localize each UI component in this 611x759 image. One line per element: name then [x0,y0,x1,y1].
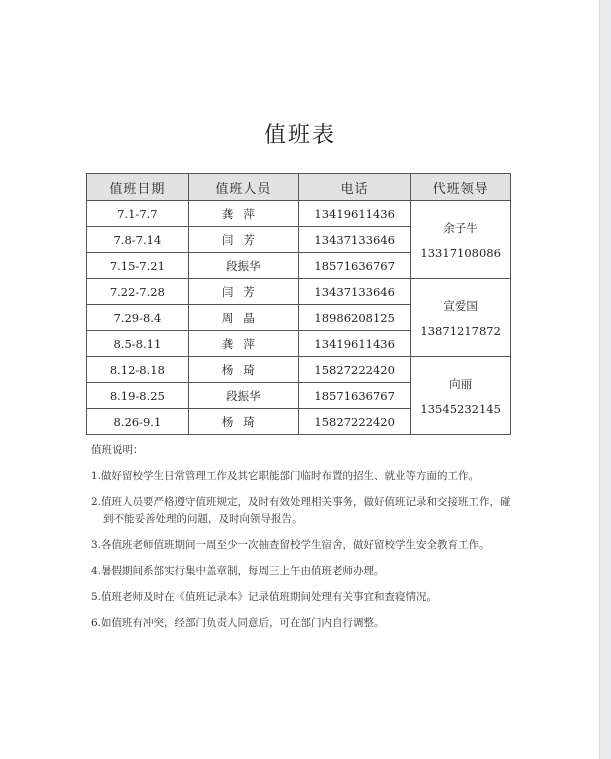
leader-phone: 13871217872 [420,323,501,338]
duty-person: 龚萍 [188,201,298,227]
note-item-continued: 到不能妥善处理的问题，及时向领导报告。 [103,513,303,525]
duty-person: 周晶 [188,305,298,331]
duty-person: 杨琦 [188,409,298,435]
table-row [87,357,511,383]
leader-cell [411,201,511,279]
leader-phone: 13545232145 [420,401,501,416]
duty-person: 龚萍 [188,331,298,357]
scrollbar-track[interactable] [599,0,611,759]
duty-date: 8.19-8.25 [87,383,189,409]
note-item: 3.各值班老师值班期间一周至少一次抽查留校学生宿舍，做好留校学生安全教育工作。 [91,539,490,551]
duty-date: 7.15-7.21 [87,253,189,279]
header-person: 值班人员 [188,174,298,201]
leader-name: 余子牛 [443,220,478,235]
leader-name: 向丽 [449,376,473,391]
duty-phone: 15827222420 [298,409,410,435]
duty-person: 闫芳 [188,227,298,253]
duty-person: 段振华 [188,253,298,279]
note-item: 2.值班人员要严格遵守值班规定，及时有效处理相关事务，做好值班记录和交接班工作，碰 [91,496,511,508]
duty-phone: 18571636767 [298,383,410,409]
header-date: 值班日期 [87,174,189,201]
duty-date: 7.29-8.4 [87,305,189,331]
duty-person: 杨琦 [188,357,298,383]
duty-table [86,173,511,435]
leader-name: 宣爱国 [443,298,478,313]
duty-date: 8.12-8.18 [87,357,189,383]
page-title: 值班表 [263,123,336,148]
leader-cell [411,279,511,357]
table-row [87,201,511,227]
leader-phone: 13317108086 [420,245,501,260]
header-phone: 电话 [298,174,410,201]
duty-phone: 15827222420 [298,357,410,383]
notes-section [91,444,531,643]
duty-phone: 13437133646 [298,227,410,253]
duty-date: 7.8-7.14 [87,227,189,253]
duty-phone: 13419611436 [298,331,410,357]
table-header-row [87,174,511,201]
table-row [87,279,511,305]
notes-heading: 值班说明： [91,444,144,456]
duty-date: 8.26-9.1 [87,409,189,435]
duty-date: 7.1-7.7 [87,201,189,227]
duty-phone: 18986208125 [298,305,410,331]
duty-phone: 13419611436 [298,201,410,227]
header-leader: 代班领导 [411,174,511,201]
duty-phone: 18571636767 [298,253,410,279]
note-item: 1.做好留校学生日常管理工作及其它职能部门临时布置的招生、就业等方面的工作。 [91,470,480,482]
note-item: 4.暑假期间系部实行集中盖章制，每周三上午由值班老师办理。 [91,565,385,577]
duty-person: 段振华 [188,383,298,409]
duty-date: 7.22-7.28 [87,279,189,305]
note-item: 5.值班老师及时在《值班记录本》记录值班期间处理有关事宜和查寝情况。 [91,591,438,603]
duty-phone: 13437133646 [298,279,410,305]
duty-person: 闫芳 [188,279,298,305]
duty-date: 8.5-8.11 [87,331,189,357]
note-item: 6.如值班有冲突，经部门负责人同意后，可在部门内自行调整。 [91,617,385,629]
leader-cell [411,357,511,435]
